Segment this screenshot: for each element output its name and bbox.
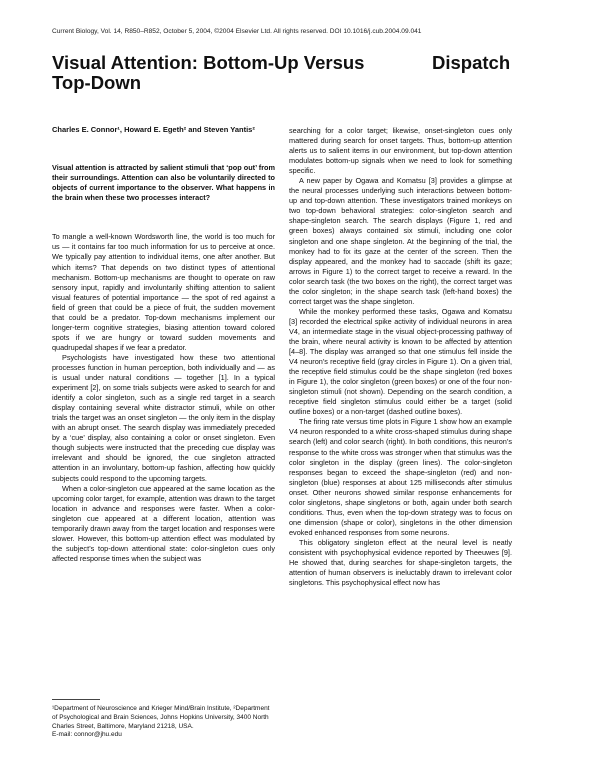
- abstract: Visual attention is attracted by salient stimuli that ‘pop out’ from their surroundings. Attention can also be voluntarily directed to objects of current importance to the observer. What happens in the brain when these two processes interact?: [52, 163, 275, 203]
- body-paragraph: searching for a color target; likewise, onset-singleton cues only mattered during search for onset targets. Thus, bottom-up attention alerts us to salient items in our environment, but top-down attention modulates bottom-up signals when we need to look for something specific.: [289, 126, 512, 176]
- body-paragraph: When a color-singleton cue appeared at the same location as the upcoming color target, for example, attention was drawn to the target location in advance and responses were faster. When a color-singleton cue appeared at a different location, attention was temporarily drawn away from the target location and responses were slower. However, this bottom-up attention effect was modulated by the subject’s top-down attentional state: color-singleton cues only affected response times when the subject was: [52, 483, 275, 563]
- body-paragraph: Psychologists have investigated how these two attentional processes function in human perception, both individually and — as is usual under natural conditions — together [1]. In a typical experiment [2], on some trials subjects were asked to search for and identify a color singleton, such as a single red target in a search display containing several white distractor stimuli, while on other trials the target was an onset singleton — the only item in the display with an abrupt onset. The search display was immediately preceded by a ‘cue’ display, also containing a color or onset singleton. Even though subjects were instructed that the preceding cue display was irrelevant and should be ignored, the cue singleton attracted attention in an involuntary, bottom-up fashion, affecting how quickly subjects could respond to the upcoming targets.: [52, 352, 275, 483]
- author-list: Charles E. Connor¹, Howard E. Egeth² and Steven Yantis²: [52, 125, 255, 134]
- footnote-rule: [52, 699, 100, 700]
- right-column: [289, 126, 512, 588]
- left-column: [52, 125, 275, 564]
- contact-email: E-mail: connor@jhu.edu: [52, 731, 122, 739]
- body-paragraph: To mangle a well-known Wordsworth line, the world is too much for us — it contains far too much information for us to perceive at once. We typically pay attention to individual items, one after another. But which items? That depends on two distinct types of attentional mechanism. Bottom-up mechanisms are thought to operate on raw sensory input, rapidly and involuntarily shifting attention to salient visual features of potential importance — the spot of red against a field of green that could be a piece of fruit, the sudden movement that could be a predator. Top-down mechanisms implement our longer-term cognitive strategies, biasing attention toward colored spots if we are hungry or toward sudden movements and quadrupedal shapes if we fear a predator.: [52, 232, 275, 352]
- body-paragraph: A new paper by Ogawa and Komatsu [3] provides a glimpse at the neural processes underlying such interactions between bottom-up and top-down attention. These investigators trained monkeys on two top-down behavioral strategies: color-singleton search and shape-singleton search. The search displays (Figure 1, red and green boxes) always contained six stimuli, including one color singleton and one shape singleton. At the beginning of the trial, the monkey had to fix its gaze at the center of the screen. Then the display appeared, and the monkey had to saccade (shift its gaze; arrows in Figure 1) to the correct target to receive a reward. In the color search task (the two boxes on the right), the correct target was the color singleton; in the shape search task (left-hand boxes) the correct target was the shape singleton.: [289, 176, 512, 306]
- body-paragraph: This obligatory singleton effect at the neural level is neatly consistent with psychophysical evidence reported by Theeuwes [9]. He showed that, during searches for shape-singleton targets, the attention of human observers is ineluctably drawn to irrelevant color singletons. This psychophysical effect now has: [289, 537, 512, 588]
- article-title: Visual Attention: Bottom-Up Versus Top-Down: [52, 52, 365, 93]
- journal-header: Current Biology, Vol. 14, R850–R852, October 5, 2004, ©2004 Elsevier Ltd. All rights reserved. DOI 10.1016/j.cub.2004.09.041: [52, 28, 422, 35]
- author-affiliations: ¹Department of Neuroscience and Krieger Mind/Brain Institute, ²Department of Psychological and Brain Sciences, Johns Hopkins University, 3400 North Charles Street, Baltimore, Maryland 21218, USA.: [52, 705, 270, 730]
- footnote: [52, 705, 275, 740]
- body-paragraph: The firing rate versus time plots in Figure 1 show how an example V4 neuron responded to a white cross-shaped stimulus during shape search (left) and color search (right). In both conditions, this neuron’s response to the white cross was stronger when that stimulus was the color singleton in the display (green lines). The color-singleton responses began to exceed the shape-singleton (red) and non-singleton (blue) responses at about 125 milliseconds after stimulus onset. Other neurons showed similar response enhancements for color singletons, shape singletons or both, again under both search conditions. Thus, even when the top-down strategy was to focus on one dimension (shape or color), singletons in the other dimension evoked enhanced responses from some neurons.: [289, 417, 512, 537]
- body-paragraph: While the monkey performed these tasks, Ogawa and Komatsu [3] recorded the electrical spike activity of individual neurons in area V4, an intermediate stage in the visual object-processing pathway of the brain, where neural activity is known to be affected by attention [4–8]. The display was arranged so that one stimulus fell inside the V4 neuron’s receptive field (gray circles in Figure 1). On a given trial, the receptive field stimulus could be the shape singleton (red boxes in Figure 1), the color singleton (green boxes) or one of the four non-singleton stimuli (not shown). Depending on the search condition, a receptive field singleton stimulus could either be a target (solid outline boxes) or a non-target (dashed outline boxes).: [289, 306, 512, 417]
- section-tag: Dispatch: [432, 52, 511, 73]
